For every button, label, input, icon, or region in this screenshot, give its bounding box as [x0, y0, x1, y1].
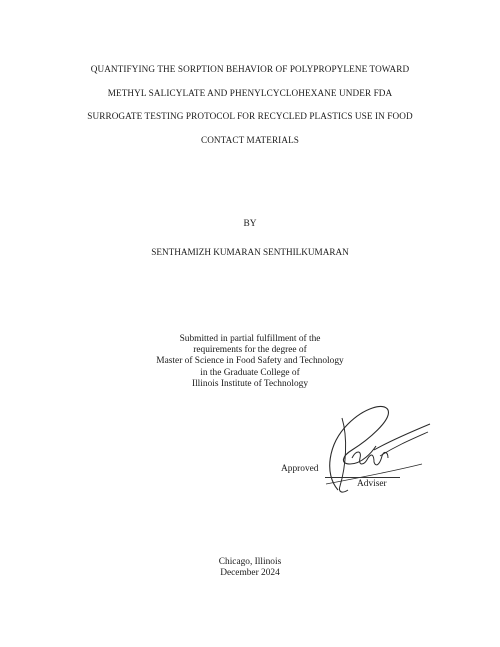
date: December 2024: [220, 568, 280, 579]
title-line: CONTACT MATERIALS: [200, 134, 300, 145]
place-and-date: [0, 557, 500, 579]
title-line: SURROGATE TESTING PROTOCOL FOR RECYCLED PLASTICS USE IN FOOD: [87, 111, 413, 121]
title-line: METHYL SALICYLATE AND PHENYLCYCLOHEXANE UNDER FDA: [107, 87, 393, 98]
location: Chicago, Illinois: [218, 557, 282, 567]
submission-statement: [0, 334, 500, 390]
submission-line: requirements for the degree of: [193, 345, 307, 356]
adviser-label: Adviser: [357, 479, 387, 489]
title-line: QUANTIFYING THE SORPTION BEHAVIOR OF POLYPROPYLENE TOWARD: [90, 64, 410, 74]
thesis-title: [40, 58, 460, 152]
signature-line: [325, 477, 400, 478]
submission-line: Submitted in partial fulfillment of the: [179, 334, 321, 344]
author-name: SENTHAMIZH KUMARAN SENTHILKUMARAN: [151, 247, 349, 257]
submission-line: Master of Science in Food Safety and Technology: [156, 356, 344, 367]
submission-line: in the Graduate College of: [200, 367, 300, 378]
approved-label: Approved: [281, 464, 319, 474]
submission-line: Illinois Institute of Technology: [191, 378, 309, 389]
by-label: BY: [243, 219, 257, 229]
